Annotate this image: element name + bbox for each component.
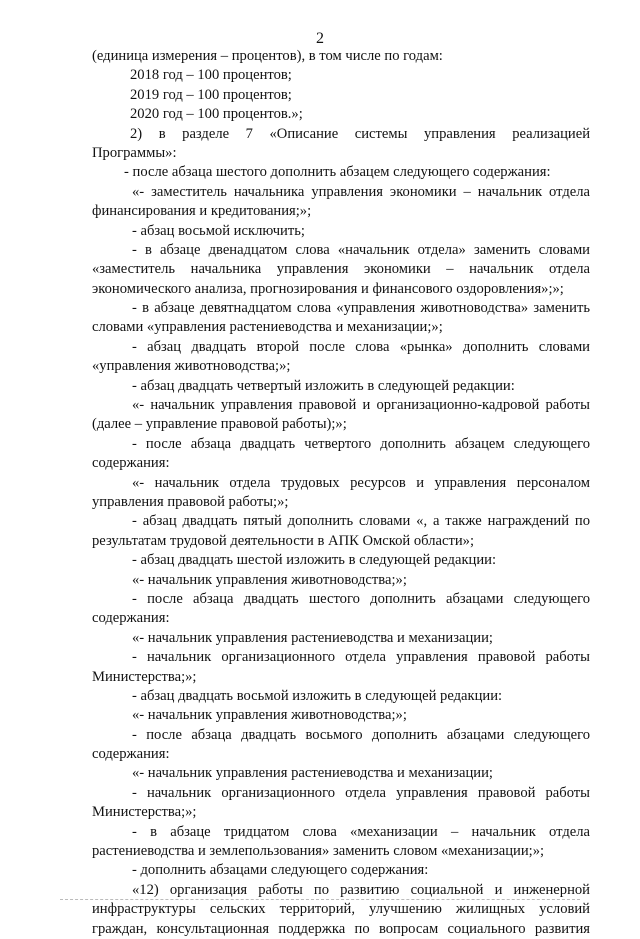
text-line: - после абзаца двадцать восьмого дополнить абзацами следующего <box>132 726 590 743</box>
text-line: содержания: <box>92 610 170 627</box>
text-line: финансирования и кредитования;»; <box>92 203 312 220</box>
text-line: «- начальник управления растениеводства и механизации; <box>132 765 493 782</box>
text-line: Министерства;»; <box>92 804 197 821</box>
text-line: - после абзаца двадцать четвертого дополнить абзацем следующего <box>132 435 590 452</box>
text-line: «- начальник управления растениеводства и механизации; <box>132 629 493 646</box>
text-line: - после абзаца двадцать шестого дополнить абзацами следующего <box>132 590 590 607</box>
text-line: «- начальник управления животноводства;»; <box>132 707 407 724</box>
text-line: «управления животноводства;»; <box>92 358 291 375</box>
text-line: - начальник организационного отдела управления правовой работы <box>132 649 590 666</box>
text-line: «- заместитель начальника управления экономики – начальник отдела <box>132 183 590 200</box>
text-line: - абзац двадцать четвертый изложить в следующей редакции: <box>132 377 515 394</box>
text-line: - после абзаца шестого дополнить абзацем следующего содержания: <box>124 164 551 181</box>
text-line: «заместитель начальника управления экономики – начальник отдела <box>92 261 590 278</box>
text-line: - абзац двадцать второй после слова «рынка» дополнить словами <box>132 338 590 355</box>
text-line: - абзац двадцать шестой изложить в следующей редакции: <box>132 552 497 569</box>
text-line: «12) организация работы по развитию социальной и инженерной <box>132 881 590 898</box>
text-line: - дополнить абзацами следующего содержания: <box>132 862 429 879</box>
text-line: 2) в разделе 7 «Описание системы управления реализацией <box>130 125 590 142</box>
text-line: «- начальник управления правовой и организационно-кадровой работы <box>132 397 590 414</box>
text-line: Программы»: <box>92 144 177 161</box>
text-line: словами «управления растениеводства и механизации;»; <box>92 319 443 336</box>
text-line: 2020 год – 100 процентов.»; <box>130 106 303 123</box>
text-line: - начальник организационного отдела управления правовой работы <box>132 784 590 801</box>
text-line: результатам трудовой деятельности в АПК Омской области»; <box>92 532 475 549</box>
text-line: «- начальник управления животноводства;»; <box>132 571 407 588</box>
text-line: - абзац двадцать восьмой изложить в следующей редакции: <box>132 687 503 704</box>
text-line: (далее – управление правовой работы);»; <box>92 416 347 433</box>
page-number: 2 <box>316 30 324 47</box>
text-line: 2019 год – 100 процентов; <box>130 86 292 103</box>
text-line: Министерства;»; <box>92 668 197 685</box>
text-line: граждан, консультационная поддержка по вопросам социального развития <box>92 920 590 937</box>
text-line: содержания: <box>92 746 170 763</box>
text-line: 2018 год – 100 процентов; <box>130 67 292 84</box>
text-line: экономического анализа, прогнозирования и финансового оздоровления»;»; <box>92 280 564 297</box>
text-line: растениеводства и землепользования» заменить словом «механизации;»; <box>92 843 545 860</box>
text-line: - абзац двадцать пятый дополнить словами «, а также награждений по <box>132 513 590 530</box>
document-body <box>92 47 590 939</box>
text-line: «- начальник отдела трудовых ресурсов и управления персоналом <box>132 474 590 491</box>
text-line: - в абзаце тридцатом слова «механизации – начальник отдела <box>132 823 590 840</box>
text-line: - в абзаце двенадцатом слова «начальник отдела» заменить словами <box>132 241 590 258</box>
page-bottom-edge <box>60 899 580 900</box>
text-line: инфраструктуры сельских территорий, улучшению жилищных условий <box>92 901 590 918</box>
text-line: содержания: <box>92 455 170 472</box>
text-line: - абзац восьмой исключить; <box>132 222 305 239</box>
text-line: (единица измерения – процентов), в том числе по годам: <box>92 48 443 64</box>
text-line: - в абзаце девятнадцатом слова «управления животноводства» заменить <box>132 300 590 317</box>
text-line: управления правовой работы;»; <box>92 493 289 510</box>
